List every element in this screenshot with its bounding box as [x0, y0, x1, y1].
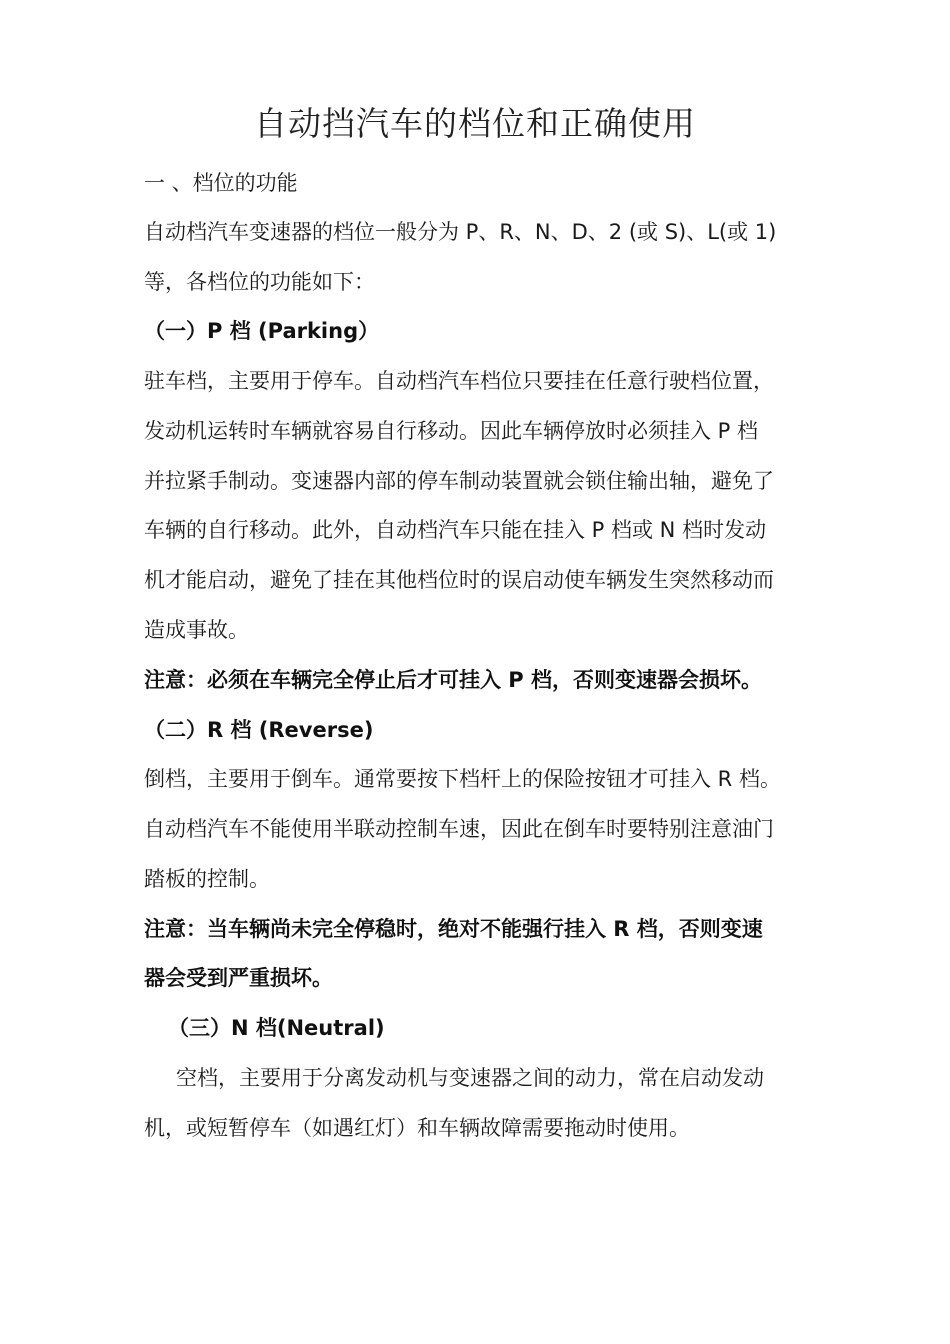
p-gear-line-1: 驻车档，主要用于停车。自动档汽车档位只要挂在任意行驶档位置，	[144, 369, 774, 393]
r-gear-line-2: 自动档汽车不能使用半联动控制车速，因此在倒车时要特别注意油门	[144, 817, 774, 841]
r-gear-line-1: 倒档，主要用于倒车。通常要按下档杆上的保险按钮才可挂入 R 档。	[144, 767, 781, 791]
r-gear-note-line-1: 注意：当车辆尚未完全停稳时，绝对不能强行挂入 R 档，否则变速	[144, 917, 763, 941]
intro-line-2: 等，各档位的功能如下：	[144, 270, 375, 294]
p-gear-line-5: 机才能启动，避免了挂在其他档位时的误启动使车辆发生突然移动而	[144, 568, 774, 592]
n-gear-line-1: 空档，主要用于分离发动机与变速器之间的动力，常在启动发动	[176, 1066, 764, 1090]
r-gear-note-line-2: 器会受到严重损坏。	[144, 966, 333, 990]
n-gear-heading: （三）N 档(Neutral)	[168, 1016, 385, 1040]
n-gear-line-2: 机，或短暂停车（如遇红灯）和车辆故障需要拖动时使用。	[144, 1116, 690, 1140]
p-gear-line-4: 车辆的自行移动。此外，自动档汽车只能在挂入 P 档或 N 档时发动	[144, 518, 767, 542]
p-gear-line-2: 发动机运转时车辆就容易自行移动。因此车辆停放时必须挂入 P 档	[144, 419, 759, 443]
p-gear-heading: （一）P 档 (Parking）	[144, 319, 380, 343]
r-gear-line-3: 踏板的控制。	[144, 867, 270, 891]
p-gear-line-6: 造成事故。	[144, 618, 249, 642]
r-gear-heading: （二）R 档 (Reverse)	[144, 718, 374, 742]
document-title: 自动挡汽车的档位和正确使用	[254, 104, 696, 143]
p-gear-line-3: 并拉紧手制动。变速器内部的停车制动装置就会锁住输出轴，避免了	[144, 469, 774, 493]
intro-line-1: 自动档汽车变速器的档位一般分为 P、R、N、D、2 (或 S)、L(或 1)	[144, 220, 777, 244]
p-gear-note: 注意：必须在车辆完全停止后才可挂入 P 档，否则变速器会损坏。	[144, 668, 763, 692]
section-heading: 一 、档位的功能	[144, 171, 298, 195]
